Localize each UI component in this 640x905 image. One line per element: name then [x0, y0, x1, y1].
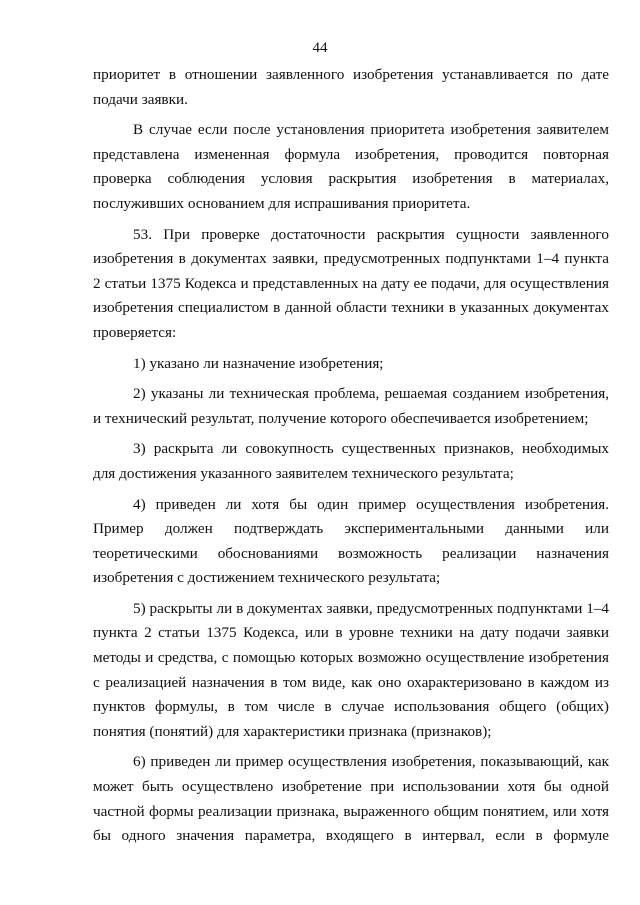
list-item-5: 5) раскрыты ли в документах заявки, предусмотренных подпунктами 1–4 пункта 2 статьи 1375 Кодекса, или в уровне техники на дату подачи заявки методы и средства, с помощью которых возможно осуществление изобретения с реализацией назначения в том виде, как оно охарактеризовано в каждом из пунктов формулы, в том числе в случае использования общего (общих) понятия (понятий) для характеристики признака (признаков); — [93, 599, 609, 740]
list-item-6: 6) приведен ли пример осуществления изобретения, показывающий, как может быть осуществлено изобретение при использовании хотя бы одной частной формы реализации признака, выраженного общим понятием, или хотя бы одного значения параметра, входящего в интервал, если в формуле — [93, 753, 609, 845]
paragraph-item-53: 53. При проверке достаточности раскрытия сущности заявленного изобретения в документах заявки, предусмотренных подпунктами 1–4 пункта 2 статьи 1375 Кодекса и представленных на дату ее подачи, для осуществления изобретения специалистом в данной области техники в указанных документах проверяется: — [93, 225, 609, 341]
list-item-4: 4) приведен ли хотя бы один пример осуществления изобретения. Пример должен подтверждать экспериментальными данными или теоретическими обоснованиями возможность реализации назначения изобретения с достижением технического результата; — [93, 495, 609, 587]
page-number: 44 — [312, 40, 328, 56]
list-item-2: 2) указаны ли техническая проблема, решаемая созданием изобретения, и технический результат, получение которого обеспечивается изобретением; — [93, 385, 609, 427]
document-body — [93, 63, 609, 849]
paragraph-priority-continuation: приоритет в отношении заявленного изобретения устанавливается по дате подачи заявки. — [93, 66, 609, 108]
list-item-3: 3) раскрыта ли совокупность существенных признаков, необходимых для достижения указанного заявителем технического результата; — [93, 440, 609, 482]
paragraph-amended-claims: В случае если после установления приоритета изобретения заявителем представлена измененная формула изобретения, проводится повторная проверка соблюдения условия раскрытия изобретения в материалах, послуживших основанием для испрашивания приоритета. — [93, 121, 609, 212]
list-item-1: 1) указано ли назначение изобретения; — [133, 354, 384, 372]
